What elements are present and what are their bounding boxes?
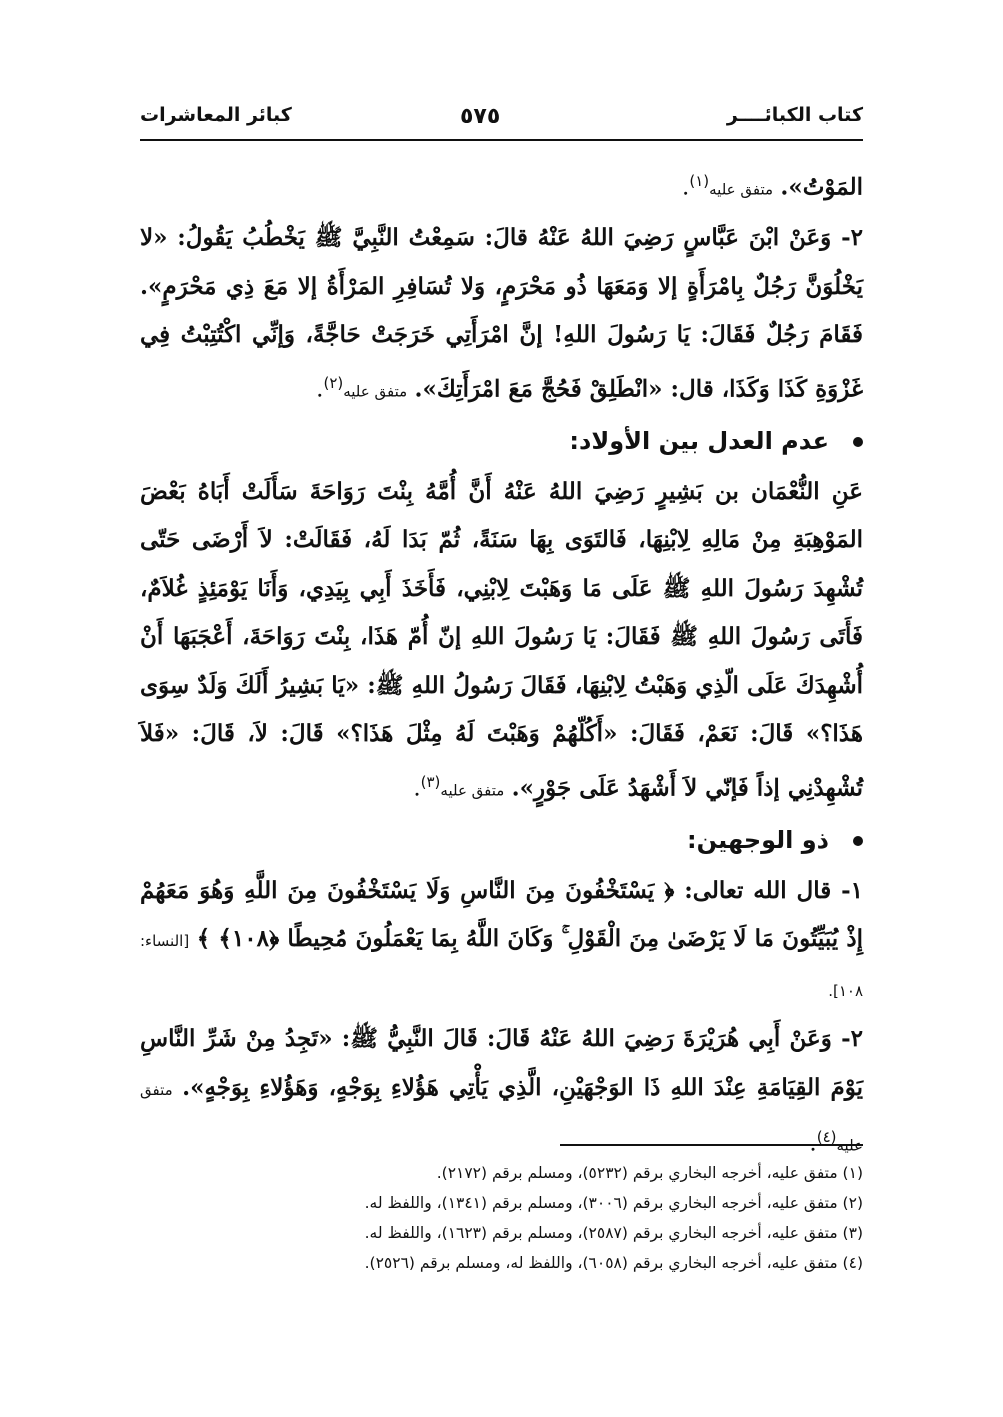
heading-text: ذو الوجهين:: [686, 825, 829, 854]
bullet-icon: [853, 437, 863, 447]
hadith-text: عَنِ النُّعْمَان بن بَشِيرٍ رَضِيَ اللهُ عَنْهُ أَنَّ أُمَّهُ بِنْتَ رَوَاحَةَ سَأَلَتْ أَبَاهُ بَعْضَ المَوْهِبَةِ مِنْ مَالِهِ لِابْنِهَا، فَالتَوَى بِهَا سَنَةً، ثُمّ بَدَا لَهُ، فَقَالَتْ: لاَ أَرْضَى حَتّى تُشْهِدَ رَسُولَ اللهِ ﷺ عَلَى مَا وَهَبْتَ لِابْنِي، فَأَخَذَ أَبِي بِيَدِي، وَأَنَا يَوْمَئِذٍ غُلاَمٌ، فَأَتَى رَسُولَ اللهِ ﷺ فَقَالَ: يَا رَسُولَ اللهِ إنّ أُمّ هَذَا، بِنْتَ رَوَاحَةَ، أَعْجَبَهَا أَنْ أُشْهِدَكَ عَلَى الّذِي وَهَبْتُ لِابْنِهَا، فَقَالَ رَسُولُ اللهِ ﷺ: «يَا بَشِيرُ أَلَكَ وَلَدٌ سِوَى هَذَا؟» قَالَ: نَعَمْ، فَقَالَ: «أَكُلّهُمْ وَهَبْتَ لَهُ مِثْلَ هَذَا؟» قَالَ: لاَ، قَالَ: «فَلاَ تُشْهِدْنِي إذاً فَإنّي لاَ أَشْهَدُ عَلَى جَوْرٍ».: [140, 477, 863, 802]
takhrij-note: متفق عليه: [140, 1080, 863, 1156]
section-heading: [140, 418, 863, 464]
takhrij-note: متفق عليه: [440, 781, 505, 800]
hadith-text: ٢- وَعَنْ ابْنَ عَبَّاسٍ رَضِيَ اللهُ عَنْهُ قالَ: سَمِعْتُ النَّبِيَّ ﷺ يَخْطُبُ يَقُولُ: «لا يَخْلُوَنَّ رَجُلٌ بِامْرَأَةٍ إلا وَمَعَهَا ذُو مَحْرَمٍ، وَلا تُسَافِرِ المَرْأَةُ إلا مَعَ ذِي مَحْرَمٍ». فَقَامَ رَجُلٌ فَقَالَ: يَا رَسُولَ اللهِ! إنَّ امْرَأَتِي خَرَجَتْ حَاجَّةً، وَإنِّي اكْتُتِبْتُ فِي غَزْوَةِ كَذَا وَكَذَا، قال: «انْطَلِقْ فَحُجَّ مَعَ امْرَأَتِكَ».: [140, 224, 863, 403]
page-number: ٥٧٥: [460, 104, 501, 129]
running-header-book: كتاب الكبائــــر: [726, 104, 863, 126]
hadith-numan: عَنِ النُّعْمَان بن بَشِيرٍ رَضِيَ اللهُ عَنْهُ أَنَّ أُمَّهُ بِنْتَ رَوَاحَةَ سَأَلَتْ أَبَاهُ بَعْضَ المَوْهِبَةِ مِنْ مَالِهِ لِابْنِهَا، فَالتَوَى بِهَا سَنَةً، ثُمّ بَدَا لَهُ، فَقَالَتْ: لاَ أَرْضَى حَتّى تُشْهِدَ رَسُولَ اللهِ ﷺ عَلَى مَا وَهَبْتَ لِابْنِي، فَأَخَذَ أَبِي بِيَدِي، وَأَنَا يَوْمَئِذٍ غُلاَمٌ، فَأَتَى رَسُولَ اللهِ ﷺ فَقَالَ: يَا رَسُولَ اللهِ إنّ أُمّ هَذَا، بِنْتَ رَوَاحَةَ، أَعْجَبَهَا أَنْ أُشْهِدَكَ عَلَى الّذِي وَهَبْتُ لِابْنِهَا، فَقَالَ رَسُولُ اللهِ ﷺ: «يَا بَشِيرُ أَلَكَ وَلَدٌ سِوَى هَذَا؟» قَالَ: نَعَمْ، فَقَالَ: «أَكُلّهُمْ وَهَبْتَ لَهُ مِثْلَ هَذَا؟» قَالَ: لاَ، قَالَ: «فَلاَ تُشْهِدْنِي إذاً فَإنّي لاَ أَشْهَدُ عَلَى جَوْرٍ». متفق عليه$^{(٣)}$.: [140, 477, 863, 802]
footnote-item: (٢) متفق عليه، أخرجه البخاري برقم (٣٠٠٦)، ومسلم برقم (١٣٤١)، واللفظ له.: [364, 1194, 863, 1212]
verse-text: ١- قال الله تعالى: ﴿ يَسْتَخْفُونَ مِنَ النَّاسِ وَلَا يَسْتَخْفُونَ مِنَ اللَّهِ وَهُوَ مَعَهُمْ إِذْ يُبَيِّتُونَ مَا لَا يَرْضَىٰ مِنَ الْقَوْلِ ۚ وَكَانَ اللَّهُ بِمَا يَعْمَلُونَ مُحِيطًا ﴿١٠٨﴾ ﴾: [140, 876, 864, 953]
header-rule: [140, 139, 863, 141]
bullet-icon: [853, 836, 863, 846]
footnote-ref: (٢): [323, 373, 344, 392]
footnote-ref: (١): [689, 172, 710, 190]
footnote-item: (٣) متفق عليه، أخرجه البخاري برقم (٢٥٨٧)، ومسلم برقم (١٦٢٣)، واللفظ له.: [364, 1224, 863, 1242]
footnote-ref: (٣): [420, 772, 441, 791]
running-header-section: كبائر المعاشرات: [140, 104, 292, 126]
footnote-ref: (٤): [816, 1128, 837, 1147]
footnote-item: (١) متفق عليه، أخرجه البخاري برقم (٥٢٣٢)، ومسلم برقم (٢١٧٢).: [436, 1164, 863, 1182]
section-heading: [140, 817, 863, 863]
quran-verse: [140, 867, 863, 1016]
takhrij-note: متفق عليه: [709, 180, 774, 199]
footnotes: [140, 1158, 863, 1278]
footnote-separator: [560, 1144, 863, 1146]
verse-reference: [النساء: ١٠٨].: [140, 932, 863, 1000]
hadith-abu-hurayra: ٢- وَعَنْ أَبِي هُرَيْرَةَ رَضِيَ اللهُ عَنْهُ قَالَ: قَالَ النَّبِيُّ ﷺ: «تَجِدُ مِنْ شَرِّ النَّاسِ يَوْمَ القِيَامَةِ عِنْدَ اللهِ ذَا الوَجْهَيْنِ، الَّذِي يَأْتِي هَؤُلاءِ بِوَجْهٍ، وَهَؤُلاءِ بِوَجْهٍ». متفق عليه$^{(٤)}$.: [140, 1025, 864, 1158]
page-body: [140, 158, 863, 1171]
heading-text: عدم العدل بين الأولاد:: [569, 426, 829, 455]
hadith-ibn-abbas: ٢- وَعَنْ ابْنَ عَبَّاسٍ رَضِيَ اللهُ عَنْهُ قالَ: سَمِعْتُ النَّبِيَّ ﷺ يَخْطُبُ يَقُولُ: «لا يَخْلُوَنَّ رَجُلٌ بِامْرَأَةٍ إلا وَمَعَهَا ذُو مَحْرَمٍ، وَلا تُسَافِرِ المَرْأَةُ إلا مَعَ ذِي مَحْرَمٍ». فَقَامَ رَجُلٌ فَقَالَ: يَا رَسُولَ اللهِ! إنَّ امْرَأَتِي خَرَجَتْ حَاجَّةً، وَإنِّي اكْتُتِبْتُ فِي غَزْوَةِ كَذَا وَكَذَا، قال: «انْطَلِقْ فَحُجَّ مَعَ امْرَأَتِكَ». متفق عليه$^{(٢)}$.: [140, 224, 863, 403]
takhrij-note: متفق عليه: [343, 382, 408, 401]
continuation-line: المَوْتُ». متفق عليه$^{(١)}$.: [682, 172, 863, 201]
footnote-item: (٤) متفق عليه، أخرجه البخاري برقم (٦٠٥٨)، واللفظ له، ومسلم برقم (٢٥٢٦).: [364, 1254, 863, 1272]
hadith-text: ٢- وَعَنْ أَبِي هُرَيْرَةَ رَضِيَ اللهُ عَنْهُ قَالَ: قَالَ النَّبِيُّ ﷺ: «تَجِدُ مِنْ شَرِّ النَّاسِ يَوْمَ القِيَامَةِ عِنْدَ اللهِ ذَا الوَجْهَيْنِ، الَّذِي يَأْتِي هَؤُلاءِ بِوَجْهٍ، وَهَؤُلاءِ بِوَجْهٍ».: [140, 1025, 864, 1101]
continuation-text: المَوْتُ».: [780, 173, 863, 201]
